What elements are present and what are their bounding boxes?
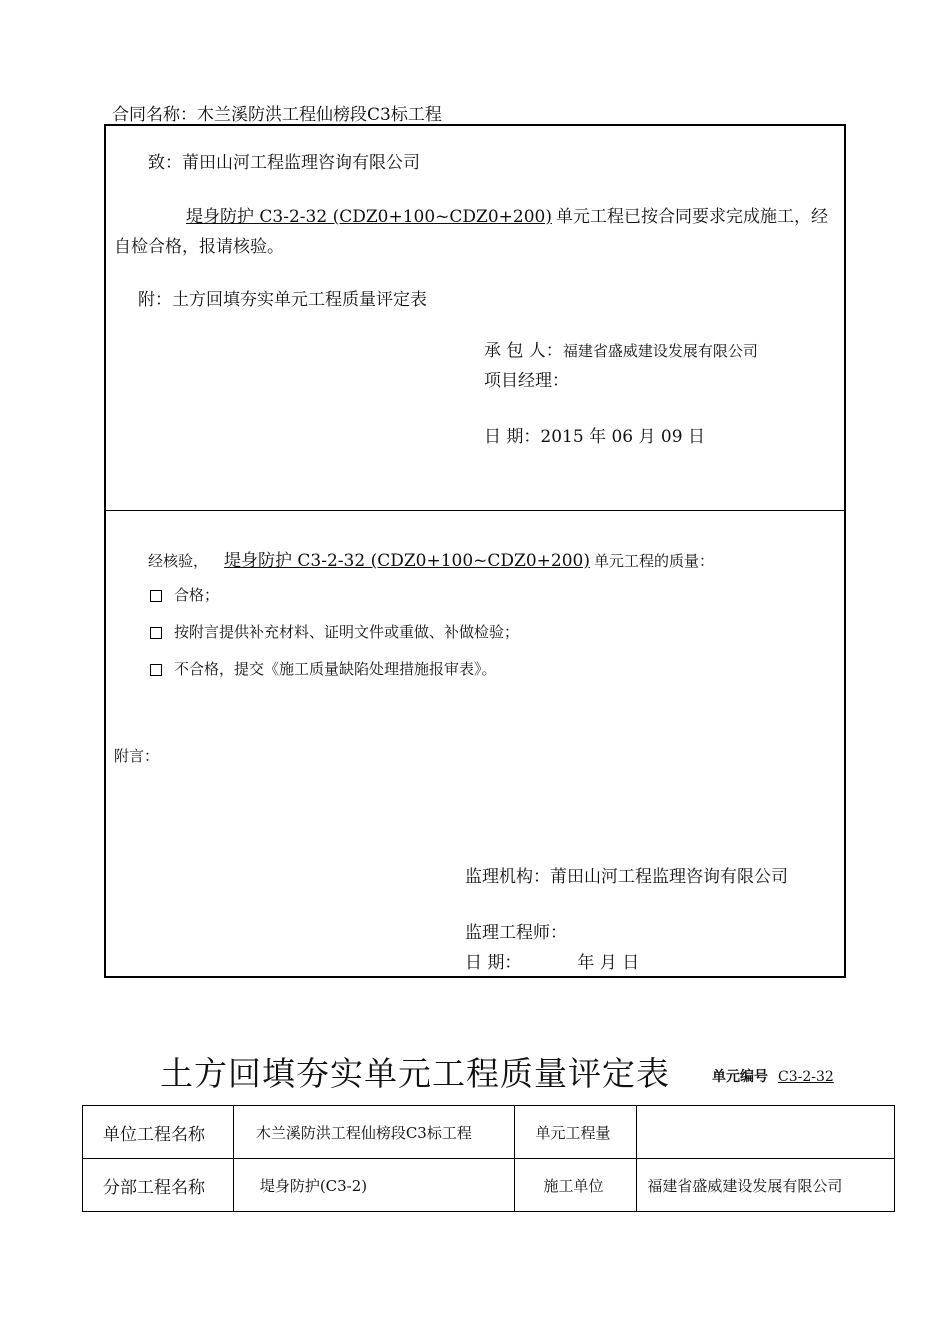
option-supplement (150, 621, 519, 642)
construction-unit-label: 施工单位 (515, 1159, 637, 1212)
supervising-engineer-label: 监理工程师： (465, 923, 567, 943)
option-fail-label: 不合格，提交《施工质量缺陷处理措施报审表》。 (174, 660, 497, 678)
contract-name (112, 100, 442, 125)
attachment-line: 附：土方回填夯实单元工程质量评定表 (138, 290, 427, 310)
table-row (83, 1106, 895, 1159)
contract-label: 合同名称： (112, 105, 197, 125)
unit-quantity-value[interactable] (637, 1106, 895, 1159)
contract-value: 木兰溪防洪工程仙榜段C3标工程 (197, 105, 442, 125)
unit-name-underlined: 堤身防护 C3-2-32 (CDZ0+100~CDZ0+200) (186, 207, 552, 227)
unit-number-label: 单元编号 (712, 1069, 768, 1085)
option-pass-label: 合格； (174, 586, 220, 604)
division-project-name-label: 分部工程名称 (83, 1159, 234, 1212)
contractor-value: 福建省盛威建设发展有限公司 (562, 342, 758, 360)
option-pass (150, 584, 219, 605)
table-row (83, 1159, 895, 1212)
unit-project-name-label: 单位工程名称 (83, 1106, 234, 1159)
review-unit-underlined: 堤身防护 C3-2-32 (CDZ0+100~CDZ0+200) (224, 551, 591, 571)
date-label: 日 期： (484, 427, 541, 447)
option-fail (150, 658, 497, 679)
option-supplement-label: 按附言提供补充材料、证明文件或重做、补做检验； (174, 623, 520, 641)
application-body-line1 (114, 202, 828, 227)
supervision-agency (465, 862, 788, 887)
date-value: 2015 年 06 月 09 日 (540, 427, 705, 447)
supplement-checkbox[interactable] (150, 627, 162, 639)
note-label: 附言： (114, 747, 160, 765)
unit-number (712, 1066, 834, 1086)
contractor-line (484, 336, 758, 361)
form-title: 土方回填夯实单元工程质量评定表 (160, 1054, 670, 1093)
body-line1-rest: 单元工程已按合同要求完成施工，经 (556, 207, 828, 227)
section-divider (104, 510, 846, 511)
pass-checkbox[interactable] (150, 590, 162, 602)
agency-value: 莆田山河工程监理咨询有限公司 (550, 867, 788, 887)
review-date-label: 日 期： (465, 953, 522, 973)
division-project-name-value: 堤身防护(C3-2) (233, 1159, 515, 1212)
application-body-line2: 自检合格，报请核验。 (114, 237, 284, 257)
review-intro-rest: 单元工程的质量： (594, 552, 715, 570)
addressee: 致：莆田山河工程监理咨询有限公司 (148, 153, 420, 173)
project-manager-label: 项目经理： (484, 371, 569, 391)
project-info-table (82, 1105, 895, 1212)
unit-number-value: C3-2-32 (778, 1069, 834, 1085)
unit-quantity-label: 单元工程量 (515, 1106, 637, 1159)
application-date (484, 422, 705, 447)
unit-project-name-value: 木兰溪防洪工程仙榜段C3标工程 (233, 1106, 515, 1159)
review-intro (148, 546, 714, 571)
review-intro-label: 经核验， (148, 552, 209, 570)
contractor-label: 承 包 人： (484, 341, 563, 361)
agency-label: 监理机构： (465, 867, 550, 887)
review-date (465, 948, 639, 973)
fail-checkbox[interactable] (150, 664, 162, 676)
review-date-blank: 年 月 日 (577, 953, 640, 973)
construction-unit-value: 福建省盛威建设发展有限公司 (637, 1159, 895, 1212)
